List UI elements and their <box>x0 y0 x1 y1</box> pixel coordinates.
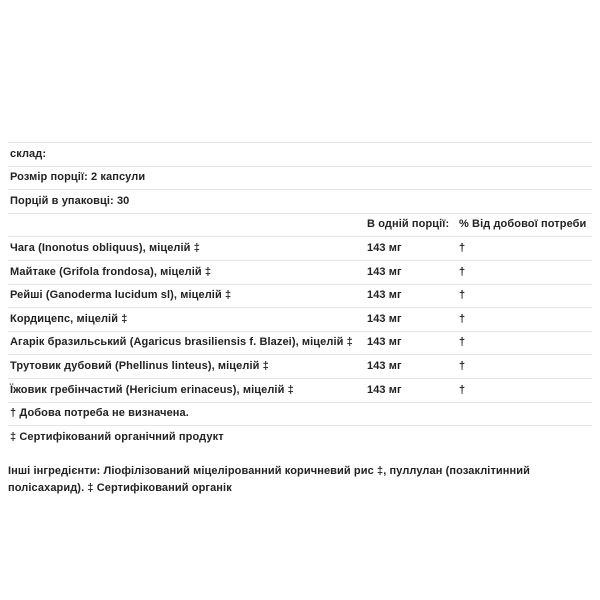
servings-per-container-amount-cell <box>367 190 459 214</box>
ingredient-amount: 143 мг <box>367 242 402 255</box>
table-row <box>8 308 592 332</box>
section-label: склад: <box>10 147 47 160</box>
ingredient-daily-value: † <box>459 383 466 396</box>
ingredient-name: Чага (Inonotus obliquus), міцелій ‡ <box>10 242 200 255</box>
column-header-daily-value: % Від добової потреби <box>459 218 587 231</box>
footnote-certified-organic: ‡ Сертифікований органічний продукт <box>10 430 224 443</box>
ingredient-daily-value: † <box>459 336 466 349</box>
table-row-footnote <box>8 402 592 426</box>
ingredient-daily-value: † <box>459 265 466 278</box>
section-label-dv-cell <box>459 143 592 167</box>
ingredient-amount: 143 мг <box>367 360 402 373</box>
footnote-amount-cell <box>367 426 459 449</box>
ingredient-name: Кордицепс, міцелій ‡ <box>10 312 128 325</box>
footnote-daily-value-not-established: † Добова потреба не визначена. <box>10 407 189 420</box>
ingredient-name: Майтаке (Grifola frondosa), міцелій ‡ <box>10 265 212 278</box>
ingredient-name: Трутовик дубовий (Phellinus linteus), міцелій ‡ <box>10 360 269 373</box>
ingredient-daily-value: † <box>459 312 466 325</box>
table-row <box>8 237 592 261</box>
table-row-servings-per-container <box>8 190 592 214</box>
table-row-serving-size <box>8 166 592 190</box>
ingredient-amount: 143 мг <box>367 265 402 278</box>
ingredient-daily-value: † <box>459 242 466 255</box>
servings-per-container-label: Порцій в упаковці: 30 <box>10 194 130 207</box>
column-header-amount-per-serving: В одній порції: <box>367 218 450 231</box>
ingredient-daily-value: † <box>459 289 466 302</box>
serving-size-label: Розмір порції: 2 капсули <box>10 171 146 184</box>
footnote-amount-cell <box>367 402 459 426</box>
ingredient-amount: 143 мг <box>367 312 402 325</box>
top-spacer <box>0 0 600 142</box>
table-row <box>8 284 592 308</box>
ingredient-amount: 143 мг <box>367 336 402 349</box>
serving-size-dv-cell <box>459 166 592 190</box>
table-row <box>8 378 592 402</box>
column-header-name <box>8 213 367 237</box>
ingredient-name: Рейші (Ganoderma lucidum sl), міцелій ‡ <box>10 289 232 302</box>
table-row <box>8 355 592 379</box>
servings-per-container-dv-cell <box>459 190 592 214</box>
table-row <box>8 331 592 355</box>
ingredient-daily-value: † <box>459 360 466 373</box>
table-row <box>8 260 592 284</box>
supplement-facts-table <box>8 142 592 449</box>
table-row-section-label <box>8 143 592 167</box>
section-label-amount-cell <box>367 143 459 167</box>
supplement-facts-body <box>8 143 592 449</box>
footnote-dv-cell <box>459 402 592 426</box>
ingredient-amount: 143 мг <box>367 383 402 396</box>
other-ingredients-paragraph: Інші інгредієнти: Ліофілізований міцелірованний коричневий рис ‡, пуллулан (позаклітинний полісахарид). ‡ Сертифікований органік <box>8 464 531 494</box>
ingredient-name: Їжовик гребінчастий (Hericium erinaceus), міцелій ‡ <box>10 383 294 396</box>
footnote-dv-cell <box>459 426 592 449</box>
ingredient-amount: 143 мг <box>367 289 402 302</box>
ingredient-name: Агарік бразильський (Agaricus brasiliensis f. Blazei), міцелій ‡ <box>10 336 353 349</box>
serving-size-amount-cell <box>367 166 459 190</box>
table-header-row <box>8 213 592 237</box>
table-row-footnote <box>8 426 592 449</box>
